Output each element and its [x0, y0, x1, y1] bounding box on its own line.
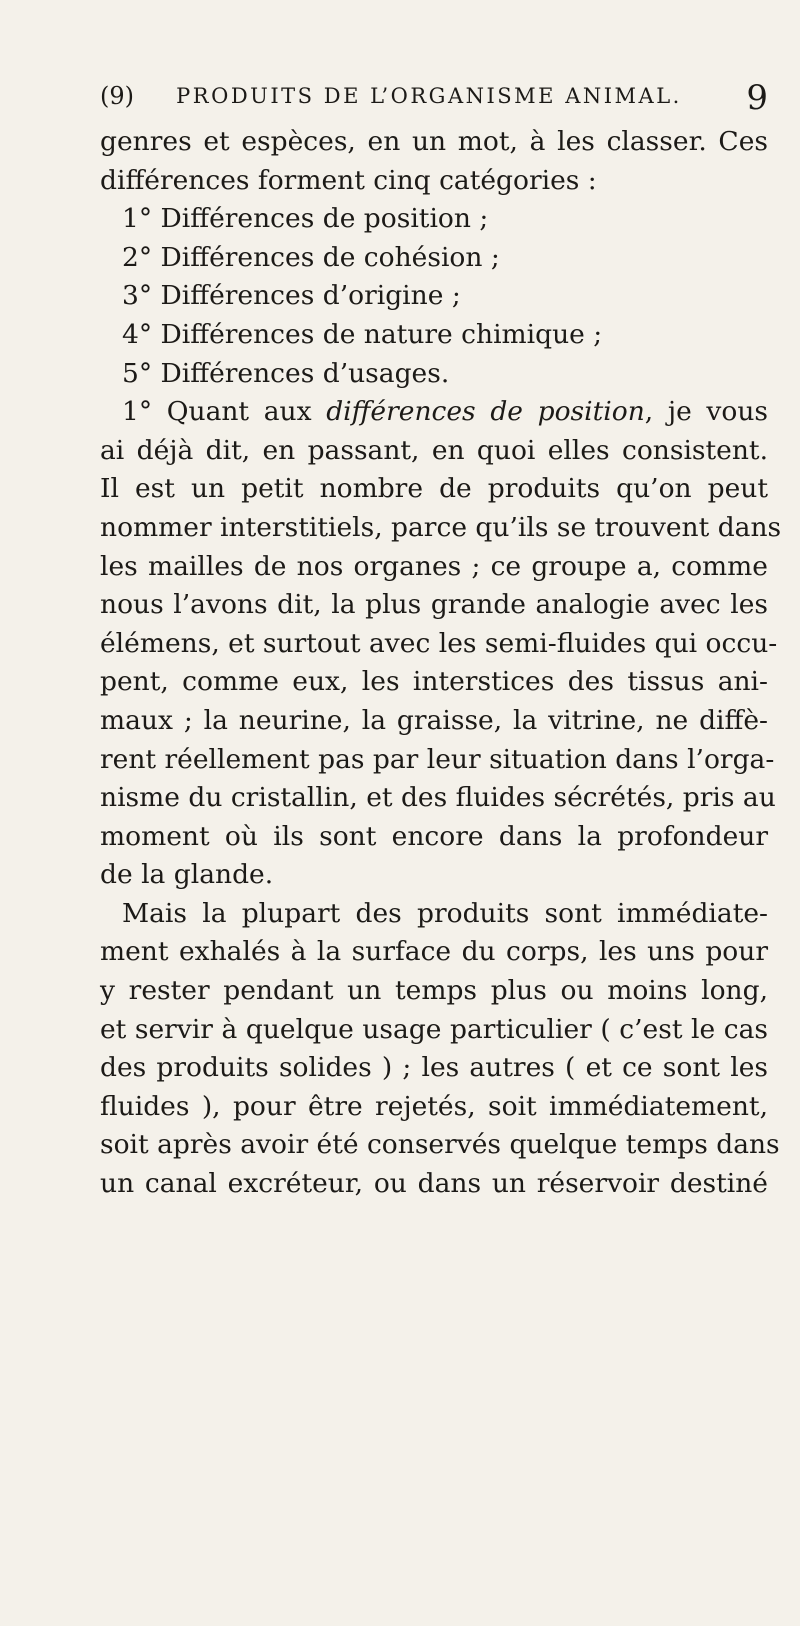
text-run: , je vous: [644, 396, 769, 428]
text-line: nommer interstitiels, parce qu’ils se trouvent dans: [100, 511, 782, 543]
text-line: Mais la plupart des produits sont immédiate-: [122, 897, 768, 929]
mais-paragraph: [100, 895, 780, 1204]
text-line: et servir à quelque usage particulier ( c’est le cas: [100, 1013, 768, 1045]
text-run: 1° Quant aux: [122, 396, 327, 428]
text-line: Il est un petit nombre de produits qu’on peut: [100, 473, 768, 505]
text-line: de la glande.: [100, 859, 274, 891]
text-line: moment où ils sont encore dans la profondeur: [100, 820, 768, 852]
signature-mark: (9): [100, 82, 134, 110]
text-line: genres et espèces, en un mot, à les classer. Ces: [100, 126, 768, 157]
page-number: 9: [746, 78, 768, 118]
text-line: ment exhalés à la surface du corps, les uns pour: [100, 936, 768, 968]
intro-paragraph: [100, 123, 768, 200]
position-paragraph: [100, 393, 782, 895]
emphasis-text: différences de position: [326, 396, 645, 428]
text-line: nous l’avons dit, la plus grande analogie avec les: [100, 589, 768, 621]
text-line: soit après avoir été conservés quelque temps dans: [100, 1129, 780, 1161]
list-item: 5° Différences d’usages.: [122, 357, 450, 389]
text-line: maux ; la neurine, la graisse, la vitrine, ne diffè-: [100, 704, 768, 736]
list-item: 3° Différences d’origine ;: [122, 280, 461, 312]
running-title: PRODUITS DE L’ORGANISME ANIMAL.: [176, 84, 682, 108]
text-line: différences forment cinq catégories :: [100, 164, 597, 196]
text-line: nisme du cristallin, et des fluides sécrétés, pris au: [100, 782, 776, 814]
list-item: 4° Différences de nature chimique ;: [122, 318, 603, 350]
list-item: 2° Différences de cohésion ;: [122, 241, 500, 273]
text-line: fluides ), pour être rejetés, soit immédiatement,: [100, 1090, 768, 1122]
text-line: un canal excréteur, ou dans un réservoir destiné: [100, 1168, 768, 1200]
running-head: [100, 78, 768, 122]
text-line: [100, 393, 768, 432]
text-line: ai déjà dit, en passant, en quoi elles consistent.: [100, 434, 768, 466]
body-text: [100, 123, 782, 1204]
text-line: des produits solides ) ; les autres ( et ce sont les: [100, 1052, 768, 1084]
text-line: rent réellement pas par leur situation dans l’orga-: [100, 743, 775, 775]
text-line: les mailles de nos organes ; ce groupe a, comme: [100, 550, 768, 582]
text-line: pent, comme eux, les interstices des tissus ani-: [100, 666, 768, 698]
text-line: y rester pendant un temps plus ou moins long,: [100, 975, 768, 1007]
categories-list: [100, 200, 768, 393]
book-page: [100, 78, 782, 1204]
list-item: 1° Différences de position ;: [122, 203, 489, 235]
text-line: élémens, et surtout avec les semi-fluides qui occu-: [100, 627, 778, 659]
